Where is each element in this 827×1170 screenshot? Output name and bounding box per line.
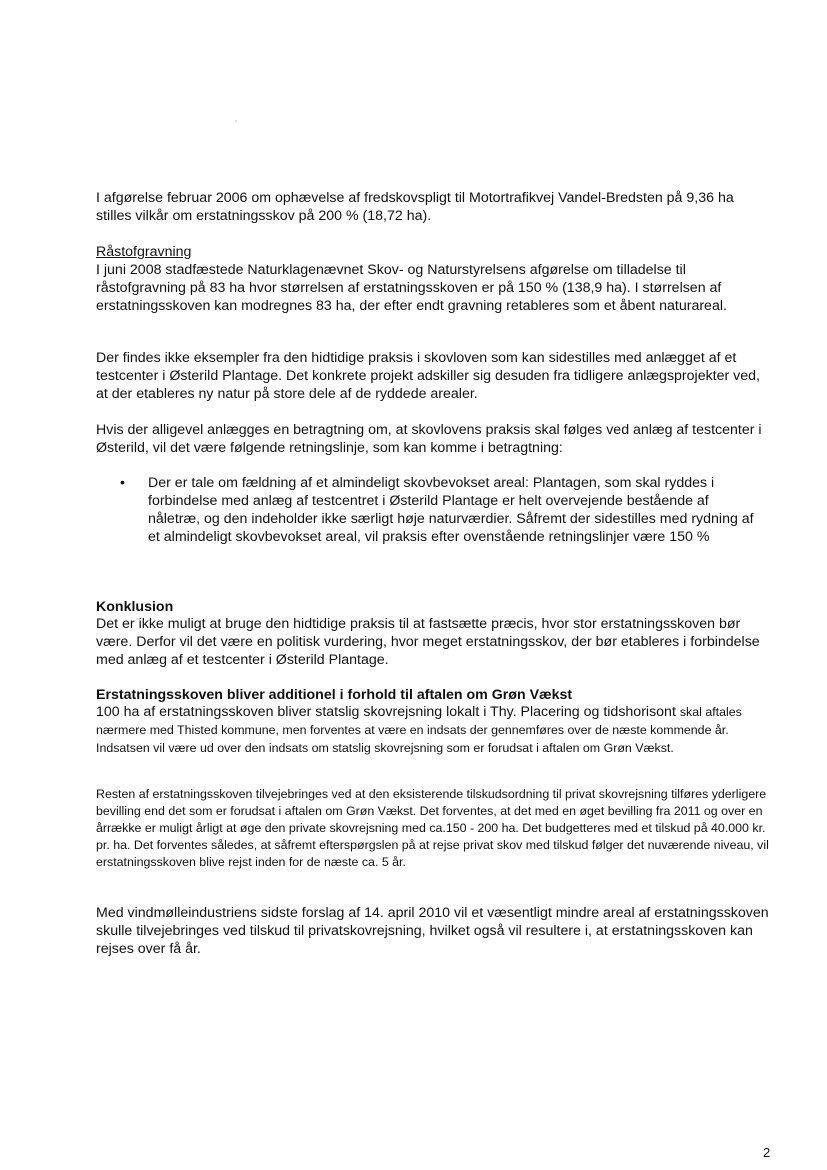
bullet-icon: •	[120, 475, 125, 491]
additionel-paragraph	[96, 703, 772, 757]
resten-paragraph: Resten af erstatningsskoven tilvejebringes ved at den eksisterende tilskudsordning til privat skovrejsning tilføres yderligere bevilling end det som er forudsat i aftalen om Grøn Vækst. Det forventes, at det med en øget bevilling fra 2011 og over en årrække er muligt årligt at øge den private skovrejsning med ca.150 - 200 ha. Det budgetteres med et tilskud på 40.000 kr. pr. ha. Det forventes således, at såfremt efterspørgslen på at rejse privat skov med tilskud følger det nuværende niveau, vil erstatningsskoven blive rejst inden for de næste ca. 5 år.	[96, 787, 769, 869]
bullet-text: Der er tale om fældning af et almindeligt skovbevokset areal: Plantagen, som skal ryddes i forbindelse med anlæg af testcentret i Østerild Plantage er helt overvejende bestående af nåletræ, og den indeholder ikke særligt høje naturværdier. Såfremt der sidestilles med rydning af et almindeligt skovbevokset areal, vil praksis efter ovenstående retningslinjer være 150 %	[148, 475, 754, 545]
raastof-heading: Råstofgravning	[96, 244, 192, 260]
guideline-list	[96, 474, 772, 546]
guideline-intro-paragraph: Hvis der alligevel anlægges en betragtning om, at skovlovens praksis skal følges ved anlæg af testcenter i Østerild, vil det være følgende retningslinje, som kan komme i betragtning:	[96, 422, 762, 456]
konklusion-heading: Konklusion	[96, 599, 174, 615]
page-number: 2	[763, 1145, 771, 1160]
final-paragraph: Med vindmølleindustriens sidste forslag af 14. april 2010 vil et væsentligt mindre areal af erstatningsskoven skulle tilvejebringes ved tilskud til privatskovrejsning, hvilket også vil resultere i, at erstatningsskoven kan rejses over få år.	[96, 905, 769, 957]
raastof-paragraph: I juni 2008 stadfæstede Naturklagenævnet Skov- og Naturstyrelsens afgørelse om tilladelse til råstofgravning på 83 ha hvor størrelsen af erstatningsskoven er på 150 % (138,9 ha). I størrelsen af erstatningsskoven kan modregnes 83 ha, der efter endt gravning retableres som et åbent naturareal.	[96, 262, 727, 314]
additionel-lead: 100 ha af erstatningsskoven bliver statslig skovrejsning lokalt i Thy. Placering og tidshorisont	[96, 704, 676, 720]
scan-speck: ˏ	[234, 112, 238, 123]
no-examples-paragraph: Der findes ikke eksempler fra den hidtidige praksis i skovloven som kan sidestilles med anlægget af et testcenter i Østerild Plantage. Det konkrete projekt adskiller sig desuden fra tidligere anlægsprojekter ved, at der etableres ny natur på store dele af de ryddede arealer.	[96, 350, 760, 402]
additionel-rest: skal aftales nærmere med Thisted kommune, men forventes at være en indsats der gennemføres over de næste kommende år. Indsatsen vil være ud over den indsats om statslig skovrejsning som er forudsat i aftalen om Grøn Vækst.	[96, 705, 742, 755]
list-item	[96, 474, 758, 546]
additionel-heading: Erstatningsskoven bliver additionel i forhold til aftalen om Grøn Vækst	[96, 687, 573, 703]
konklusion-paragraph: Det er ikke muligt at bruge den hidtidige praksis til at fastsætte præcis, hvor stor erstatningsskoven bør være. Derfor vil det være en politisk vurdering, hvor meget erstatningsskov, der bør etableres i forbindelse med anlæg af et testcenter i Østerild Plantage.	[96, 616, 760, 668]
intro-paragraph: I afgørelse februar 2006 om ophævelse af fredskovspligt til Motortrafikvej Vandel-Bredsten på 9,36 ha stilles vilkår om erstatningsskov på 200 % (18,72 ha).	[96, 190, 734, 224]
